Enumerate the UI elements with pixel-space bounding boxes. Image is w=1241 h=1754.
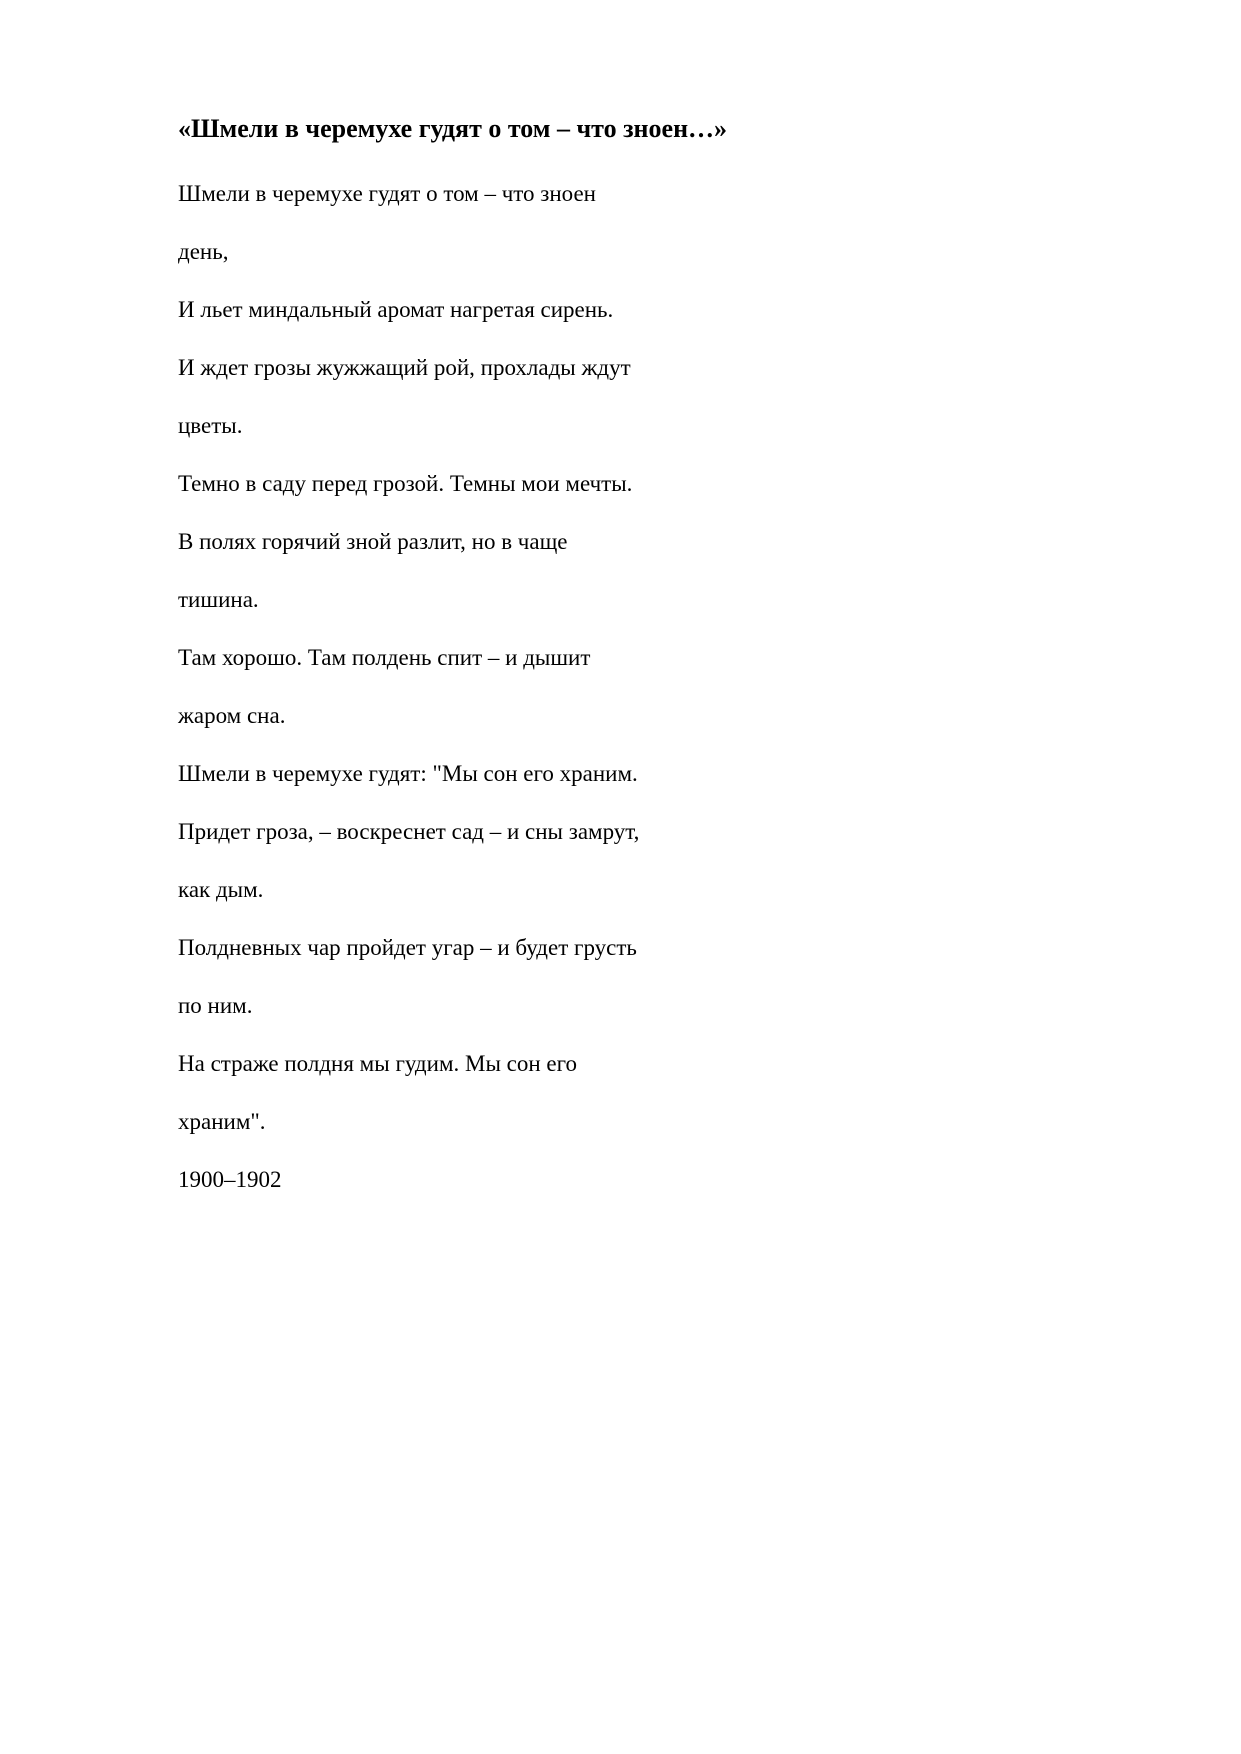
poem-line: по ним. [178, 993, 253, 1018]
poem-line: жаром сна. [178, 703, 286, 728]
poem-title: «Шмели в черемухе гудят о том – что зноен…» [178, 114, 728, 143]
poem-line: Темно в саду перед грозой. Темны мои мечты. [178, 471, 633, 496]
poem-line: Полдневных чар пройдет угар – и будет грусть [178, 935, 637, 960]
poem-line: Шмели в черемухе гудят: "Мы сон его храним. [178, 761, 638, 786]
poem-line: Шмели в черемухе гудят о том – что зноен [178, 181, 596, 206]
poem-line: И льет миндальный аромат нагретая сирень. [178, 297, 614, 322]
poem-line: храним". [178, 1109, 266, 1134]
poem-line: тишина. [178, 587, 259, 612]
poem-line: цветы. [178, 413, 243, 438]
poem-line: На страже полдня мы гудим. Мы сон его [178, 1051, 577, 1076]
poem-line: Там хорошо. Там полдень спит – и дышит [178, 645, 591, 670]
poem-line: И ждет грозы жужжащий рой, прохлады ждут [178, 355, 631, 380]
poem-line: Придет гроза, – воскреснет сад – и сны замрут, [178, 819, 640, 844]
poem-line: В полях горячий зной разлит, но в чаще [178, 529, 568, 554]
poem-line: как дым. [178, 877, 264, 902]
poem-line: день, [178, 239, 229, 264]
poem-date: 1900–1902 [178, 1167, 282, 1192]
